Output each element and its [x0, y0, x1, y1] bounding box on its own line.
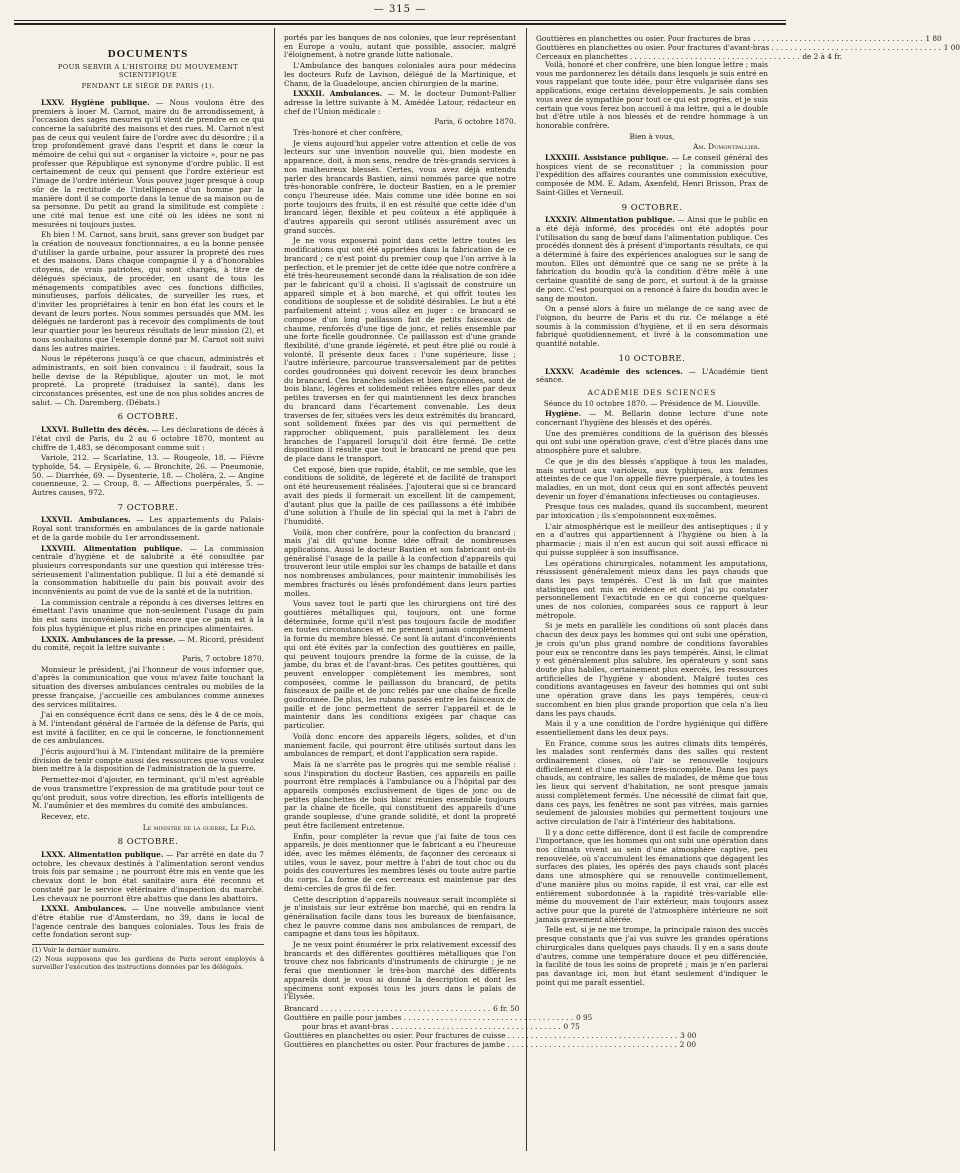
paragraph: Mais là ne s'arrête pas le progrès qui me semble réalisé : sous l'inspiration du docteur Bastien, ces appareils en paille pourront être remplacés à l'ambulance ou à l'hôpital par des appareils composés exclusivement de tiges de jonc ou de petites planchettes de bois blanc réunies ensemble toujours par la chaîne de ficelle, qui constituent des appareils d'une grande souplesse, d'une grande solidité, et dont la propreté peut être facilement entretenue. [284, 759, 516, 830]
article-lxxv: LXXV. Hygiène publique. — Nous voulons être des premiers à louer M. Carnot, maire du 8e arrondissement, à l'occasion des sages mesures qu'il vient de prendre en ce qui concerne la salubrité des maisons et des rues. M. Carnot n'est pas de ceux qui veulent faire de l'ordre avec du désordre ; il a trop profondément gravé dans l'esprit et dans le cœur la mémoire de celui qui sut « organiser la victoire », pour ne pas professer que République est synonyme d'ordre public. Il est certainement de ceux qui pensent que l'ordre extérieur est l'image de l'ordre intérieur. Vous pouvez juger presque à coup sûr de la rectitude de l'intelligence d'un homme par la manière dont il se comporte dans la tenue de sa maison ou de sa personne. Du petit au grand la similitude est complète : une cité mal tenue est une cité où les idées ne sont ni mesurées ni toujours justes. [32, 97, 264, 229]
hygiene-note: Hygiène. — M. Bellarin donne lecture d'une note concernant l'hygiène des blessés et des opérés. [536, 409, 768, 428]
paragraph: Voilà, mon cher confrère, pour la confection du brancard ; mais j'ai dit qu'une bonne idée offrait de nombreuses applications. Aussi le docteur Bastien et son fabricant ont-ils généralisé l'usage de la paille à la confection d'appareils qui trouveront leur utile emploi sur les champs de bataille et dans nos nombreuses ambulances, pour maintenir immobilisés les membres fracturés ou lésés profondément dans leurs parties molles. [284, 527, 516, 598]
paragraph: Vous savez tout le parti que les chirurgiens ont tiré des gouttières métalliques qui, toujours, ont une forme déterminée, forme qu'il n'est pas toujours facile de modifier en toutes circonstances et ne prennent jamais complètement la forme du membre blessé. Ce sont là autant d'inconvénients qui ont été évités par la confection des gouttières en paille, qui peuvent toujours prendre la forme de la cuisse, de la jambe, du bras et de l'avant-bras. Ces petites gouttières, qui peuvent envelopper complètement les membres, sont composées, comme le paillasson du brancard, de petits faisceaux de paille et de jonc reliés par une chaîne de ficelle goudronnée. De plus, les rubans passés entre les faisceaux de paille et de jonc permettent de serrer l'appareil et de le maintenir dans les conditions exigées par chaque cas particulier. [284, 599, 516, 731]
column-divider [274, 28, 275, 1151]
paragraph: Je ne veux point énumérer le prix relativement excessif des brancards et des différentes gouttières métalliques que l'on trouve chez nos fabricants d'instruments de chirurgie ; je ne ferai que mentionner le très-bon marché des différents appareils dont je vous ai donné la description et dont les spécimens sont exposés tous les jours dans le palais de l'Élysée. [284, 940, 516, 1002]
paragraph: Permettez-moi d'ajouter, en terminant, qu'il m'est agréable de vous transmettre l'expression de ma gratitude pour tout ce qu'ont produit, sous votre direction, les efforts intelligents de M. l'aumônier et des membres du comité des ambulances. [32, 775, 264, 811]
paragraph: Je ne vous exposerai point dans cette lettre toutes les modifications qui ont été apportées dans la fabrication de ce brancard ; ce n'est point du premier coup que l'on arrive à la perfection, et le premier jet de cette idée que notre confrère a été très-heureusement secondé dans la réalisation de son idée par le fabricant qu'il a choisi. Il s'agissait de construire un appareil simple et à bon marché, et qui offrît toutes les conditions de souplesse et de solidité désirables. Le but a été parfaitement atteint ; vous allez en juger : ce brancard se compose d'un long paillasson fait de petits faisceaux de chaume, renforcés d'une tige de jonc, et reliés ensemble par une forte ficelle goudronnée. Ce paillasson est d'une grande flexibilité, d'une grande légèreté, et peut être plié ou roulé à volonté. Il présente deux faces : l'une supérieure, lisse ; l'autre inférieure, parcourue transversalement par de petites cordes goudronnées qui doivent recevoir les deux branches du brancard. Ces branches solides et bien façonnées, sont de bois blanc, légères et solidement reliées entre elles par deux petites traverses en fer qui maintiennent les deux branches du brancard dans l'écartement convenable. Les deux traverses de fer, situées vers les deux extrémités du brancard, sont solidement fixées par des vis qui permettent de rapprocher obliquement, puis parallèlement les deux branches de l'appareil lorsqu'il doit être fermé. De cette disposition il résulte que tout le brancard ne prend que peu de place dans le transport. [284, 236, 516, 464]
paragraph: Les opérations chirurgicales, notamment les amputations, réussissent généralement mieux dans les pays chauds que dans les pays tempérés. C'est là un fait que maintes statistiques ont mis en évidence et dont j'ai pu constater personnellement l'exactitude en ce qui concerne quelques-unes de nos colonies, comparées sous ce rapport à leur métropole. [536, 558, 768, 620]
closing: Bien à vous, [629, 131, 675, 141]
article-lxxviii: LXXVIII. Alimentation publique. — La commission centrale d'hygiène et de salubrité a été consultée par plusieurs correspondants sur une question qui intéresse très-sérieusement l'alimentation publique. Il lui a été demandé si la consommation habituelle du pain bis pouvait avoir des inconvénients au point de vue de la santé et de la nutrition. [32, 543, 264, 597]
paragraph: portés par les banques de nos colonies, que leur représentant en Europe a voulu, autant que possible, associer, malgré l'éloignement, à notre grande lutte nationale. [284, 33, 516, 60]
column-3 [536, 34, 960, 989]
top-rule [14, 20, 786, 21]
date-heading: 10 OCTOBRE. [618, 353, 686, 364]
price-row: Cerceaux en planchettes . . . de 2 à 4 fr. [536, 52, 768, 61]
paragraph: La commission centrale a répondu à ces diverses lettres en émettant l'avis unanime que non-seulement l'usage du pain bis est sans inconvénient, mais encore que ce pain est à la fois plus hygiénique et plus riche en principes alimentaires. [32, 597, 264, 633]
paragraph: Eh bien ! M. Carnot, sans bruit, sans grever son budget par la création de nouveaux fonctionnaires, a eu la bonne pensée d'utiliser la garde urbaine, pour assurer la propreté des rues et des maisons. Dans chaque compagnie il y a d'honorables citoyens, de vrais patriotes, qui sont chargés, à titre de délégués spéciaux, de procéder, en usant de tous les ménagements compatibles avec ces fonctions difficiles, minutieuses, parfois délicates, de surveiller les rues, et d'inviter les propriétaires à tenir en bon état les cours et le devant de leurs portes. Nous sommes persuadés que MM. les délégués ne tarderont pas à recevoir des compliments de tout leur quartier pour les heureux résultats de leur mission (2), et nous souhaitons que l'exemple donné par M. Carnot soit suivi dans les autres mairies. [32, 230, 264, 353]
article-lxxxiii: LXXXIII. Assistance publique. — Le conseil général des hospices vient de se reconstituer ; la commission pour l'expédition des affaires courantes une commission exécutive, composée de MM. E. Adam, Axenfeld, Henri Brisson, Prax de Saint-Gilles et Verneuil. [536, 153, 768, 197]
section-subheader: PENDANT LE SIÉGE DE PARIS (1). [81, 82, 215, 91]
price-row: Gouttières en planchettes ou osier. Pour fractures de cuisse . . . 3 00 [284, 1031, 516, 1040]
article-lxxxi: LXXXI. Ambulances. — Une nouvelle ambulance vient d'être établie rue d'Amsterdam, no 39, dans le local de l'agence centrale des banques coloniales. Tous les frais de cette fondation seront sup- [32, 904, 264, 940]
price-row: Gouttières en planchettes ou osier. Pour fractures de jambe . . . 2 00 [284, 1040, 516, 1049]
paragraph: L'air atmosphérique est le meilleur des antiseptiques ; il y en a d'autres qui appartiennent à l'hygiène ou bien à la pharmacie ; mais il n'en est aucun qui soit aussi efficace ni qui puisse suppléer à son insuffisance. [536, 521, 768, 557]
price-row: Gouttières en planchettes ou osier. Pour fractures de bras . . . 1 80 [536, 34, 768, 43]
signature: Am. Dumontpallier. [693, 142, 760, 152]
paragraph: On a pensé alors à faire un mélange de ce sang avec de l'oignon, du beurre de Paris et du riz. Ce mélange a été soumis à la commission d'hygiène, et il en sera désormais fabriqué quotidiennement, et livré à la consommation une quantité notable. [536, 304, 768, 349]
closing: Recevez, etc. [41, 811, 90, 821]
column-divider [526, 28, 527, 1151]
section-header: DOCUMENTS [107, 48, 189, 60]
paragraph: Cet exposé, bien que rapide, établit, ce me semble, que les conditions de solidité, de légèreté et de facilité de transport ont été heureusement réalisées. J'ajouterai que si ce brancard avait des pieds il formerait un excellent lit de campement, d'autant plus que la paille de ces paillassons a été imbibée d'une solution à l'huile de lin spécial qui la met à l'abri de l'humidité. [284, 464, 516, 526]
article-lxxxv: LXXXV. Académie des sciences. — L'Académie tient séance. [536, 366, 768, 385]
top-rule-thick [14, 23, 786, 25]
footnotes [32, 944, 264, 971]
article-lxxx: LXXX. Alimentation publique. — Par arrêté en date du 7 octobre, les chevaux destinés à l'alimentation seront vendus trois fois par semaine ; ne pourront être mis en vente que les chevaux dont le bon état sanitaire aura été reconnu et constaté par le service vétérinaire d'inspection du marché. Les chevaux ne pourront être abattus que dans les abattoirs. [32, 850, 264, 903]
footnote: (1) Voir le dernier numéro. [32, 946, 121, 955]
price-list [536, 34, 960, 61]
paragraph: Il y a donc cette différence, dont il est facile de comprendre l'importance, que les hommes qui ont subi une opération dans nos climats vivent au sein d'une atmosphère captive, peu renouvelée, où s'accumulent les émanations que dégagent les surfaces des plaies, les opérés des pays chauds sont placés dans une atmosphère qui se renouvelle continuellement, d'une manière plus ou moins rapide, il est vrai, car elle est entièrement subordonnée à la rapidité très-variable elle-même du mouvement de l'air extérieur, mais toujours assez active pour que la pureté de l'atmosphère intérieure ne soit jamais gravement altérée. [536, 827, 768, 924]
paragraph: Mais il y a une condition de l'ordre hygiénique qui diffère essentiellement dans les deux pays. [536, 719, 768, 737]
paragraph: Nous le répéterons jusqu'à ce que chacun, administrés et administrants, en soit bien convaincu : il faudrait, sous la belle devise de la République, ajouter un mot, le mot propreté. La propreté (traduisez la santé), dans les circonstances présentes, est une de nos plus solides ancres de salut. — Ch. Daremberg. (Débats.) [32, 354, 264, 407]
price-row: Brancard . . . 6 fr. 50 [284, 1004, 516, 1013]
paragraph: Voilà donc encore des appareils légers, solides, et d'un maniement facile, qui pourront être utilisés surtout dans les ambulances de rempart, et dont l'application sera rapide. [284, 731, 516, 759]
signature: Le ministre de la guerre, Le Flô. [142, 822, 256, 832]
price-row: Gouttière en paille pour jambes . . . 0 95 [284, 1013, 516, 1022]
paragraph: Variole, 212. — Scarlatine, 13. — Rougeole, 18. — Fièvre typhoïde, 54. — Érysipèle, 6. — Bronchite, 26. — Pneumonie, 50. — Diarrhée, 69. — Dysenterie, 18. — Choléra, 2. — Angine couenneuse, 2. — Croup, 8. — Affections puerpérales, 5. — Autres causes, 972. [32, 453, 264, 498]
paragraph: Ce que je dis des blessés s'applique à tous les malades, mais surtout aux varioleux, aux typhiques, aux femmes atteintes de ce que l'on appelle fièvre puerpérale, à toutes les maladies, en un mot, dont ceux qui en sont affectés peuvent devenir un foyer d'émanations infectieuses ou contagieuses. [536, 456, 768, 501]
paragraph: Je viens aujourd'hui appeler votre attention et celle de vos lecteurs sur une invention nouvelle qui, bien modeste en apparence, doit, à mon sens, rendre de très-grands services à nos malheureux blessés. Certes, vous avez déjà entendu parler des brancards Bastien, ainsi nommés parce que notre très-honorable confrère, le docteur Bastien, en a le premier conçu l'heureuse idée. Mais comme une idée bonne en soi porte toujours des fruits, il en est résulté que cette idée d'un brancard léger, flexible et peu coûteux a été appliquée à d'autres appareils qui seront utilisés assurément avec un grand succès. [284, 138, 516, 235]
article-lxxvii: LXXVII. Ambulances. — Les appartements du Palais-Royal sont transformés en ambulances de la garde nationale et de la garde mobile du 1er arrondissement. [32, 515, 264, 542]
dateline: Paris, 6 octobre 1870. [434, 117, 516, 127]
paragraph: Monsieur le président, j'ai l'honneur de vous informer que, d'après la communication que vous m'avez faite touchant la situation des diverses ambulances centrales ou mobiles de la presse française, j'accueille ces ambulances comme annexes des services militaires. [32, 664, 264, 709]
footnote: (2) Nous supposons que les gardiens de Paris seront employés à surveiller l'exécution des instructions données par les délégués. [32, 954, 264, 971]
section-subheader: POUR SERVIR A L'HISTOIRE DU MOUVEMENT SCIENTIFIQUE [57, 62, 239, 80]
article-lxxxiv: LXXXIV. Alimentation publique. — Ainsi que le public en a été déjà informé, des procédés ont été adoptés pour l'utilisation du sang de bœuf dans l'alimentation publique. Ces procédés donnent dès à présent d'importants résultats, ce qui a déterminé à faire des expériences analogues sur le sang de mouton. Elles ont démontré que ce sang ne se prête à la fabrication du boudin qu'à la condition d'être mêlé à une certaine quantité de sang de porc, et surtout à de la graisse de porc. C'est pourquoi on a renoncé à faire du boudin avec le sang de mouton. [536, 215, 769, 303]
paragraph: Une des premières conditions de la guérison des blessés qui ont subi une opération grave, c'est d'être placés dans une atmosphère pure et salubre. [536, 428, 768, 456]
date-heading: 6 OCTOBRE. [117, 412, 179, 423]
column-1 [32, 40, 264, 972]
date-heading: 7 OCTOBRE. [117, 502, 179, 513]
paragraph: Voilà, honoré et cher confrère, une bien longue lettre ; mais vous me pardonnerez les détails dans lesquels je suis entré en vous rappelant que toute idée, pour être vulgarisée dans ses applications, exige certains développements. Je sais combien vous avez de sympathie pour tout ce qui est progrès, et je suis certain que vous ferez bon accueil à ma lettre, qui a le double but d'être utile à nos blessés et de rendre hommage à un honorable confrère. [536, 60, 768, 130]
dateline: Paris, 7 octobre 1870. [182, 654, 264, 663]
paragraph: En France, comme sous les autres climats dits tempérés, les malades sont renfermés dans des salles qui restent ordinairement closes, où l'air se renouvelle toujours difficilement et d'une manière très-incomplète. Dans les pays chauds, au contraire, les salles de malades, de même que tous les lieux qui servent d'habitation, ne sont presque jamais aussi complètement fermés. Une nécessité de climat fait que, dans ces pays, les fenêtres ne sont pas vitrées, mais garnies seulement de jalousies mobiles qui permettent toujours une active circulation de l'air à l'intérieur des habitations. [536, 738, 768, 826]
paragraph: Si je mets en parallèle les conditions où sont placés dans chacun des deux pays les hommes qui ont subi une opération, je crois qu'un plus grand nombre de conditions favorables pour eux se rencontre dans les pays tempérés. Ainsi, le climat y est généralement plus salubre, les opérateurs y sont sans doute plus habiles, certainement plus exercés, les ressources artificielles de l'hygiène y abondent. Malgré toutes ces conditions avantageuses en faveur des hommes qui ont subi une opération grave dans les pays tempérés, ceux-ci succombent en bien plus grande proportion que cela n'a lieu dans les pays chauds. [536, 621, 768, 718]
price-list [284, 1003, 697, 1049]
article-lxxix: LXXIX. Ambulances de la presse. — M. Ricord, président du comité, reçoit la lettre suivante : [32, 634, 264, 653]
paragraph: Cette description d'appareils nouveaux serait incomplète si je n'insistais sur leur extrême bon marché, qui en rendra la généralisation facile dans tous les bureaux de bienfaisance, chez le pauvre comme dans nos ambulances de rempart, de campagne et dans tous les hôpitaux. [284, 894, 516, 939]
date-heading: 8 OCTOBRE. [117, 837, 179, 848]
paragraph: Enfin, pour compléter la revue que j'ai faite de tous ces appareils, je dois mentionner que le fabricant a eu l'heureuse idée, avec les mêmes éléments, de façonner des cerceaux si utiles, vous le savez, pour mettre à l'abri de tout choc ou du poids des couvertures les membres lésés ou toute autre partie du corps. La forme de ces cerceaux est maintenue par des demi-cercles de gros fil de fer. [284, 831, 516, 893]
academy-title: ACADÉMIE DES SCIENCES [587, 387, 717, 397]
salutation: Très-honoré et cher confrère, [293, 128, 403, 138]
article-lxxvi: LXXVI. Bulletin des décès. — Les déclarations de décès à l'état civil de Paris, du 2 au 6 octobre 1870, montent au chiffre de 1,483, se décomposant comme suit : [32, 425, 264, 452]
price-row: Gouttières en planchettes ou osier. Pour fractures d'avant-bras . . . 1 00 [536, 43, 768, 52]
paragraph: L'Ambulance des banques coloniales aura pour médecins les docteurs Rufz de Lavison, délégué de la Martinique, et Chanu, de la Guadeloupe, ancien chirurgien de la marine. [284, 61, 516, 88]
academy-session: Séance du 10 octobre 1870. — Présidence de M. Liouville. [543, 398, 761, 408]
paragraph: J'écris aujourd'hui à M. l'intendant militaire de la première division de tenir compte aussi des ressources que vous voulez bien mettre à la disposition de l'administration de la guerre. [32, 747, 264, 774]
paragraph: Presque tous ces malades, quand ils succombent, meurent par intoxication ; ils s'empoisonnent eux-mêmes. [536, 502, 768, 521]
paragraph: J'ai en conséquence écrit dans ce sens, dès le 4 de ce mois, à M. l'intendant général de l'armée de la défense de Paris, qui est invité à faciliter, en ce qui le concerne, le fonctionnement de ces ambulances. [32, 710, 264, 746]
date-heading: 9 OCTOBRE. [621, 202, 683, 213]
paragraph: Telle est, si je ne me trompe, la principale raison des succès presque constants que j'ai vus suivre les grandes opérations chirurgicales dans quelques pays chauds. Il y en a sans doute d'autres, comme une température douce et peu différenciée, la facilité de tous les soins de propreté ; mais je n'en parlerai pas davantage ici, mon but étant seulement d'indiquer le point qui me paraît essentiel. [536, 925, 768, 987]
page-number: — 315 — [373, 4, 427, 15]
article-lxxxii: LXXXII. Ambulances. — M. le docteur Dumont-Pallier adresse la lettre suivante à M. Amédée Latour, rédacteur en chef de l'Union médicale : [284, 89, 516, 116]
price-row: pour bras et avant-bras . . . 0 75 [284, 1022, 516, 1031]
